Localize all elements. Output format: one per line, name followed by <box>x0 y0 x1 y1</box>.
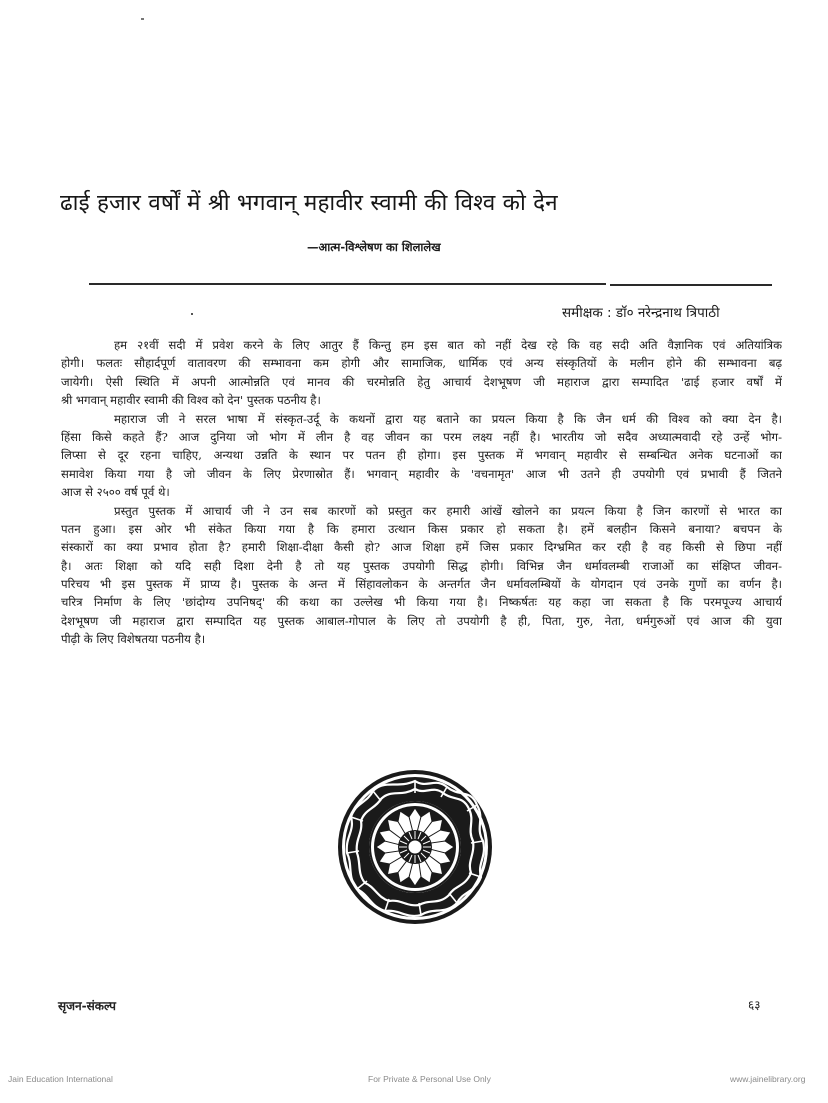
watermark-usage: For Private & Personal Use Only <box>368 1074 491 1084</box>
body-line: परिचय भी इस पुस्तक में प्राप्य है। पुस्तक के अन्त में सिंहावलोकन के अन्तर्गत जैन धर्मावलम्बियों के योगदान एवं उनके गुणों का वर्णन है। <box>61 577 782 592</box>
body-line: जायेगी। ऐसी स्थिति में अपनी आत्मोन्नति एवं मानव की चरमोन्नति हेतु आचार्य देशभूषण जी महाराज द्वारा सम्पादित 'ढाई हजार वर्षों में <box>61 374 782 389</box>
publication-name: सृजन-संकल्प <box>58 999 116 1013</box>
body-line: हिंसा किसे कहते हैं? आज दुनिया जो भोग में लीन है वह जीवन का परम लक्ष्य नहीं है। भारतीय जो सदैव अध्यात्मवादी रहे उन्हें भोग- <box>61 429 782 444</box>
body-line: पतन हुआ। इस ओर भी संकेत किया गया है कि हमारा उत्थान किस प्रकार हो सकता है। हमें बलहीन किसने बनाया? बचपन के <box>61 521 782 536</box>
body-line: महाराज जी ने सरल भाषा में संस्कृत-उर्दू के कथनों द्वारा यह बताने का प्रयत्न किया है कि जैन धर्म की विश्व को क्या देन है। <box>114 411 782 426</box>
article-title: ढाई हजार वर्षों में श्री भगवान् महावीर स्वामी की विश्व को देन <box>60 190 558 216</box>
body-line: प्रस्तुत पुस्तक में आचार्य जी ने उन सब कारणों को प्रस्तुत कर हमारी आंखें खोलने का प्रयत्न किया है जिन कारणों से भारत का <box>114 503 782 518</box>
body-line: श्री भगवान् महावीर स्वामी की विश्व को देन' पुस्तक पठनीय है। <box>61 393 321 408</box>
body-line: चरित्र निर्माण के लिए 'छांदोग्य उपनिषद्' की कथा का उल्लेख भी किया गया है। निष्कर्षतः यह कहा जा सकता है कि परमपूज्य आचार्य <box>61 595 782 610</box>
divider-rule-end <box>610 284 772 286</box>
reviewer-byline: समीक्षक : डॉ० नरेन्द्रनाथ त्रिपाठी <box>562 305 720 321</box>
watermark-publisher: Jain Education International <box>8 1074 113 1084</box>
article-body <box>61 336 782 649</box>
body-line: आज से २५०० वर्ष पूर्व थे। <box>61 485 170 500</box>
body-line: पीढ़ी के लिए विशेषतया पठनीय है। <box>61 632 206 647</box>
scan-speck <box>191 313 193 315</box>
divider-rule <box>89 283 606 285</box>
body-line: हम २१वीं सदी में प्रवेश करने के लिए आतुर हैं किन्तु हम इस बात को नहीं देख रहे कि वह सदी अति वैज्ञानिक एवं अतियांत्रिक <box>114 338 782 352</box>
body-line: होगी। फलतः सौहार्दपूर्ण वातावरण की सम्भावना कम होगी और सामाजिक, धार्मिक एवं अन्य संस्कृतियों के मलीन होने की सम्भावना बढ़ <box>61 356 782 371</box>
body-line: संस्कारों का क्या प्रभाव होता है? हमारी शिक्षा-दीक्षा कैसी हो? आज शिक्षा हमें जिस प्रकार दिग्भ्रमित कर रही है वह किसी से छिपा नहीं <box>61 540 782 555</box>
watermark-url: www.jainelibrary.org <box>730 1074 806 1084</box>
article-subtitle: —आत्म-विश्लेषण का शिलालेख <box>307 240 441 254</box>
body-line: समावेश किया गया है जो जीवन के लिए प्रेरणास्रोत हैं। भगवान् महावीर के 'वचनामृत' आज भी उतने ही उपयोगी एवं प्रभावी हैं जितने <box>61 466 782 481</box>
body-line: है। अतः शिक्षा को यदि सही दिशा देनी है तो यह पुस्तक उपयोगी सिद्ध होगी। विभिन्न जैन धर्मावलम्बी राजाओं का संक्षिप्त जीवन- <box>61 558 782 573</box>
body-line: लिप्सा से दूर रहना चाहिए, अन्यथा उन्नति के स्थान पर पतन ही होगा। इस पुस्तक में भगवान् महावीर से सम्बन्धित अनेक घटनाओं का <box>61 448 782 463</box>
lotus-wheel-emblem-icon <box>335 767 495 927</box>
page-number: ६३ <box>748 998 761 1012</box>
body-line: देशभूषण जी महाराज द्वारा सम्पादित यह पुस्तक आबाल-गोपाल के लिए तो उपयोगी है ही, पिता, गुरु, नेता, धर्मगुरुओं एवं आज की युवा <box>61 613 782 628</box>
scan-speck <box>141 18 144 20</box>
